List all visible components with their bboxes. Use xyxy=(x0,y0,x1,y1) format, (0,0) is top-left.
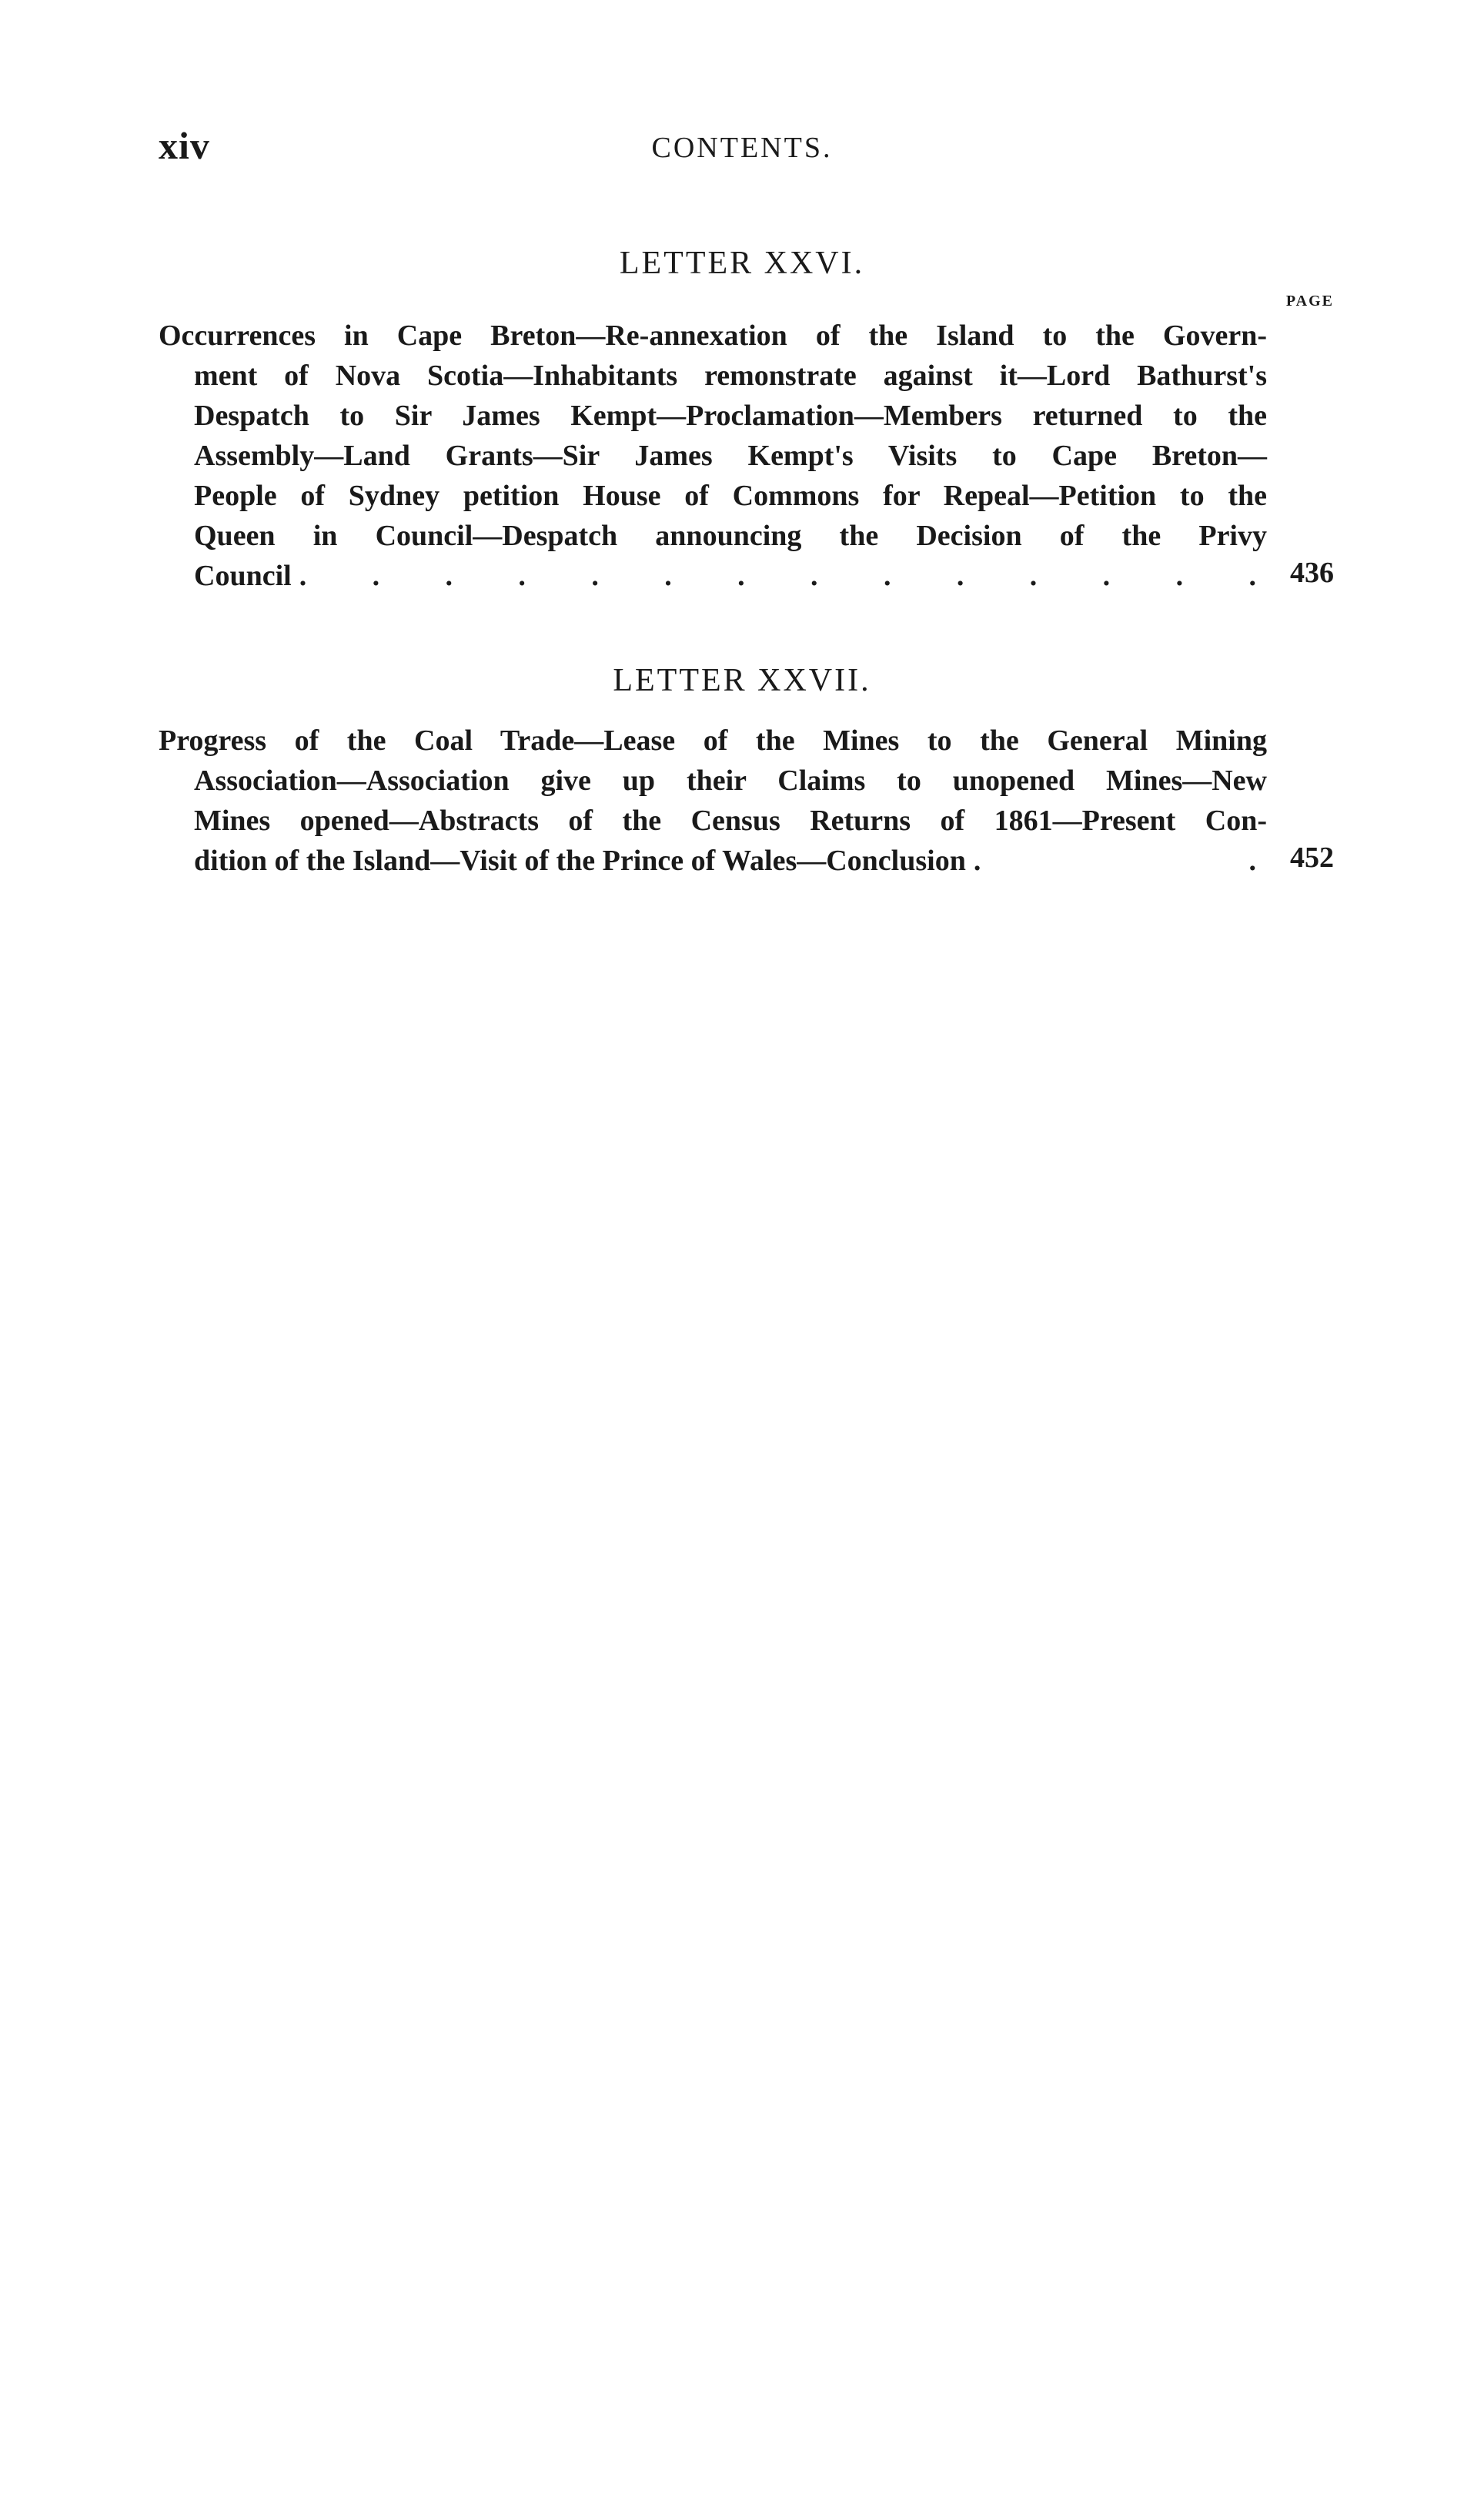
summary-line: Occurrences in Cape Breton—Re-annexation of the Island to the Govern- xyxy=(159,320,1267,352)
summary-line: Progress of the Coal Trade—Lease of the Mines to the General Mining xyxy=(159,724,1267,757)
summary-line: People of Sydney petition House of Commons for Repeal—Petition to the xyxy=(194,480,1267,512)
summary-line: Queen in Council—Despatch announcing the Decision of the Privy xyxy=(194,520,1267,552)
letter-heading-xxvi: LETTER XXVI. xyxy=(619,246,865,281)
summary-line: Assembly—Land Grants—Sir James Kempt's Visits to Cape Breton— xyxy=(194,440,1267,472)
letter-heading-xxvii: LETTER XXVII. xyxy=(613,663,871,698)
dot-leaders: . . . . . . . . . . . . . . xyxy=(299,560,1259,592)
summary-last-line xyxy=(159,841,1267,881)
summary-line: Mines opened—Abstracts of the Census Returns of 1861—Present Con- xyxy=(194,805,1267,837)
summary-line: Despatch to Sir James Kempt—Proclamation—Members returned to the xyxy=(194,400,1267,432)
page-number: xiv xyxy=(159,124,210,167)
page-ref-436: 436 xyxy=(1290,557,1334,589)
dot-leaders: . . xyxy=(973,845,1259,877)
summary-line: ment of Nova Scotia—Inhabitants remonstrate against it—Lord Bathurst's xyxy=(194,360,1267,392)
summary-last-line xyxy=(159,556,1267,596)
summary-last-text: dition of the Island—Visit of the Prince of Wales—Conclusion xyxy=(194,845,966,877)
page-column-label: PAGE xyxy=(1285,293,1334,310)
running-head: CONTENTS. xyxy=(651,132,833,164)
letter-xxvii-summary xyxy=(159,721,1267,881)
summary-line: Association—Association give up their Claims to unopened Mines—New xyxy=(194,765,1267,797)
summary-last-text: Council xyxy=(194,560,292,592)
letter-xxvi-summary xyxy=(159,316,1267,596)
page-ref-452: 452 xyxy=(1290,842,1334,874)
